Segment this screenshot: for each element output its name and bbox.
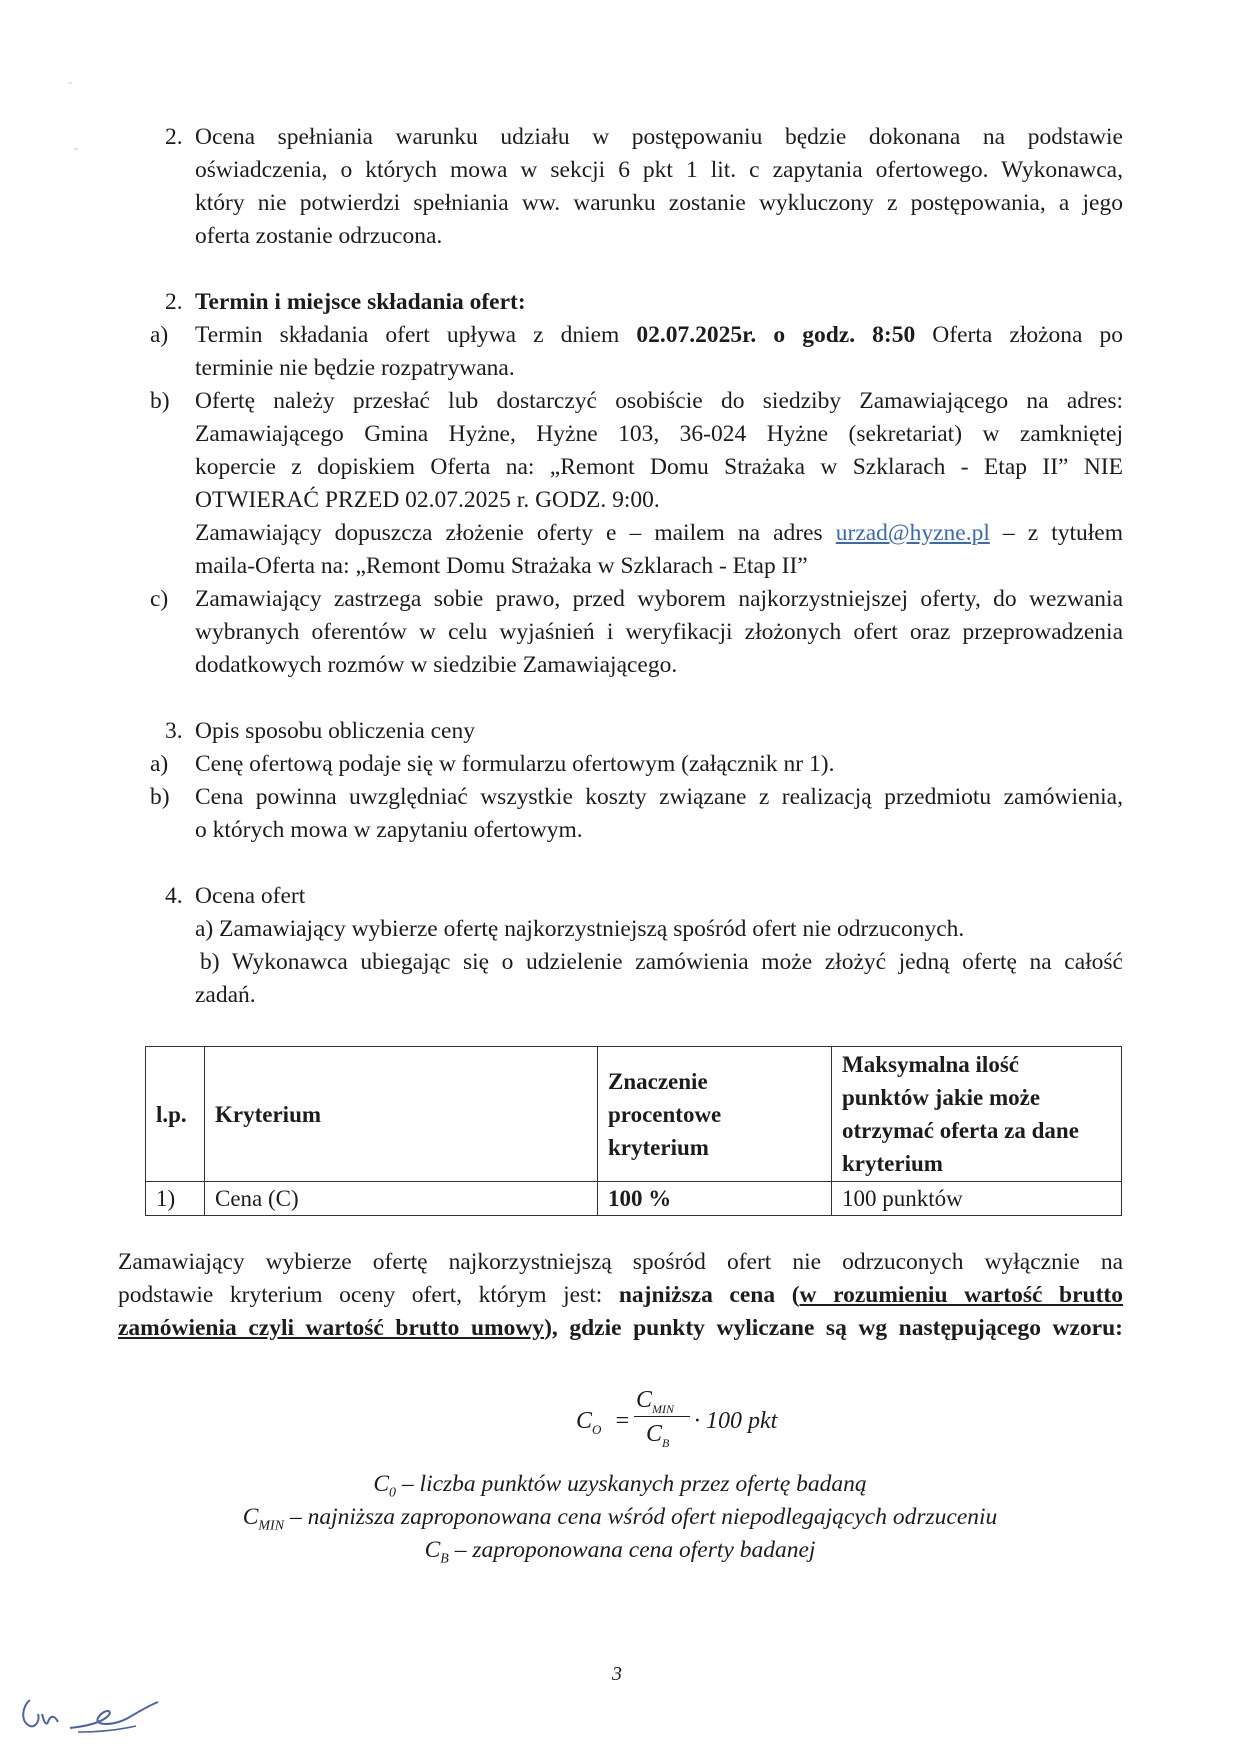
paragraph-line: który nie potwierdzi spełniania ww. warunku zostanie wykluczony z postępowania, a jego [195, 190, 1123, 216]
paragraph-line: zadań. [195, 982, 256, 1008]
section-number: 3. [165, 718, 183, 744]
paragraph-line: OTWIERAĆ PRZED 02.07.2025 r. GODZ. 9:00. [195, 487, 660, 513]
paragraph-line: Zamawiający zastrzega sobie prawo, przed wyborem najkorzystniejszej oferty, do wezwania [195, 586, 1123, 612]
formula-numerator: $C_{MIN}$ [636, 1387, 675, 1416]
paragraph-line: Zamawiający wybierze ofertę najkorzystniejszą spośród ofert nie odrzuconych wyłącznie na [118, 1249, 1123, 1275]
paragraph-line: wybranych oferentów w celu wyjaśnień i weryfikacji złożonych ofert oraz przeprowadzenia [195, 619, 1123, 645]
paragraph-line: kopercie z dopiskiem Oferta na: „Remont Domu Strażaka w Szklarach - Etap II” NIE [195, 454, 1123, 480]
table-header-cell: Maksymalna ilość punktów jakie może otrzymać oferta za dane kryterium [832, 1047, 1122, 1182]
item-label: c) [150, 586, 169, 612]
section-heading: Opis sposobu obliczenia ceny [195, 718, 475, 744]
item-label: a) [150, 751, 169, 777]
paragraph-line: Ofertę należy przesłać lub dostarczyć osobiście do siedziby Zamawiającego na adres: [195, 388, 1123, 414]
paragraph-line: zamówienia czyli wartość brutto umowy), gdzie punkty wyliczane są wg następującego wzoru: [118, 1315, 1123, 1341]
formula-lhs: $C_O$ [576, 1408, 602, 1437]
table-cell: 1) [146, 1182, 205, 1216]
paragraph-line: oświadczenia, o których mowa w sekcji 6 pkt 1 lit. c zapytania ofertowego. Wykonawca, [195, 157, 1123, 183]
table-cell: Cena (C) [205, 1182, 598, 1216]
section-heading: Termin i miejsce składania ofert: [195, 289, 526, 315]
paragraph-line: terminie nie będzie rozpatrywana. [195, 355, 515, 381]
scan-artifact-mark: " [74, 147, 79, 158]
section-number: 4. [165, 883, 183, 909]
legend-line: $C_{MIN}$ – najniższa zaproponowana cena wśród ofert niepodlegających odrzuceniu [242, 1504, 998, 1534]
formula-equals: = [614, 1408, 631, 1434]
section-heading: Ocena ofert [195, 883, 306, 909]
legend-line: $C_0$ – liczba punktów uzyskanych przez ofertę badaną [373, 1471, 867, 1501]
price-formula [572, 1385, 812, 1455]
legend-line: $C_B$ – zaproponowana cena oferty badanej [424, 1537, 816, 1567]
paragraph-line: Cenę ofertową podaje się w formularzu ofertowym (załącznik nr 1). [195, 751, 835, 777]
formula-denominator: $C_B$ [646, 1421, 670, 1450]
item-label: a) [150, 322, 169, 348]
table-cell: 100 punktów [832, 1182, 1122, 1216]
paragraph-line: Zamawiającego Gmina Hyżne, Hyżne 103, 36-024 Hyżne (sekretariat) w zamkniętej [195, 421, 1123, 447]
paragraph-line: Cena powinna uwzględniać wszystkie koszty związane z realizacją przedmiotu zamówienia, [195, 784, 1123, 810]
table-header-cell: Znaczenie procentowe kryterium [598, 1047, 832, 1182]
paragraph-line: o których mowa w zapytaniu ofertowym. [195, 817, 583, 843]
table-header-row [146, 1047, 1122, 1182]
table-header-cell: Kryterium [205, 1047, 598, 1182]
item-label: b) [150, 388, 170, 414]
formula-rhs: · 100 pkt [694, 1408, 778, 1434]
fraction-bar [634, 1416, 690, 1417]
page-number: 3 [612, 1663, 622, 1685]
section-number: 2. [165, 289, 183, 315]
paragraph-line: maila-Oferta na: „Remont Domu Strażaka w Szklarach - Etap II” [195, 553, 808, 579]
criteria-table [145, 1046, 1122, 1216]
table-row [146, 1182, 1122, 1216]
paragraph-line: Termin składania ofert upływa z dniem 02.07.2025r. o godz. 8:50 Oferta złożona po [195, 322, 1124, 348]
email-link[interactable]: urzad@hyzne.pl [835, 520, 990, 546]
item-label: b) [150, 784, 170, 810]
paragraph-line: oferta zostanie odrzucona. [195, 223, 443, 249]
table-cell: 100 % [598, 1182, 832, 1216]
paragraph-line: Zamawiający dopuszcza złożenie oferty e – mailem na adres urzad@hyzne.pl – z tytułem [195, 520, 1123, 546]
paragraph-line: a) Zamawiający wybierze ofertę najkorzystniejszą spośród ofert nie odrzuconych. [195, 916, 965, 942]
paragraph-line: b) Wykonawca ubiegając się o udzielenie zamówienia może złożyć jedną ofertę na całość [200, 949, 1123, 975]
section-number: 2. [165, 124, 183, 150]
paragraph-line: dodatkowych rozmów w siedzibie Zamawiającego. [195, 652, 678, 678]
paragraph-line: Ocena spełniania warunku udziału w postępowaniu będzie dokonana na podstawie [195, 124, 1123, 150]
table-header-cell: l.p. [146, 1047, 205, 1182]
handwritten-initials-signature [18, 1692, 168, 1742]
paragraph-line: podstawie kryterium oceny ofert, którym jest: najniższa cena (w rozumieniu wartość brutto [118, 1282, 1123, 1308]
scan-artifact-mark: " [68, 81, 73, 92]
